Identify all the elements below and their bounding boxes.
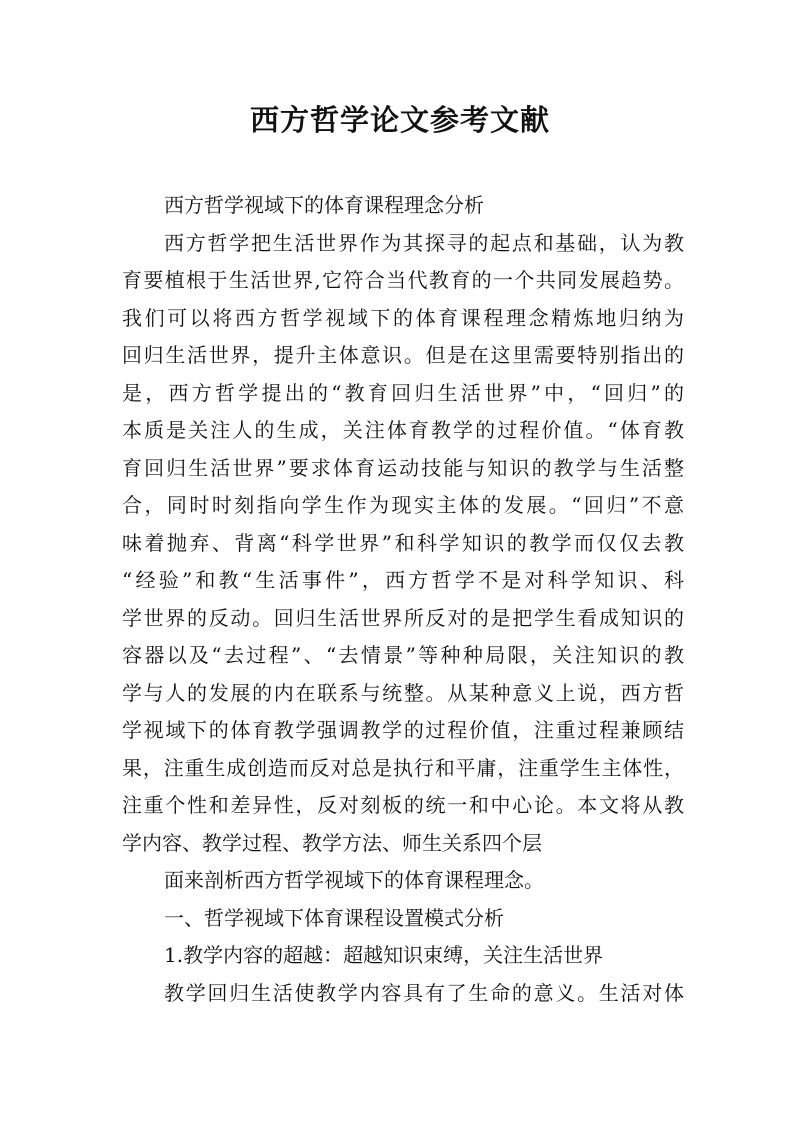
document-body [122,187,684,1012]
paragraph-line: 容器以及“去过程”、“去情景”等种种局限，关注知识的教 [122,643,684,667]
paragraph-line: 育要植根于生活世界,它符合当代教育的一个共同发展趋势。 [122,268,684,292]
paragraph-line: 本质是关注人的生成，关注体育教学的过程价值。“体育教 [122,418,684,442]
paragraph-line: 合，同时时刻指向学生作为现实主体的发展。“回归”不意 [122,493,684,517]
paragraph-line: 注重个性和差异性，反对刻板的统一和中心论。本文将从教 [122,793,684,817]
paragraph-line: 学与人的发展的内在联系与统整。从某种意义上说，西方哲 [122,680,684,705]
subsection-heading: 1.教学内容的超越：超越知识束缚，关注生活世界 [164,943,604,967]
section-heading: 一、哲学视域下体育课程设置模式分析 [164,905,504,930]
paragraph-line: 面来剖析西方哲学视域下的体育课程理念。 [164,868,544,892]
paragraph-line: 是，西方哲学提出的“教育回归生活世界”中，“回归”的 [122,380,684,405]
paragraph-line: 回归生活世界，提升主体意识。但是在这里需要特别指出的 [122,343,684,367]
paragraph-line: 学视域下的体育教学强调教学的过程价值，注重过程兼顾结 [122,718,684,742]
paragraph-line: 我们可以将西方哲学视域下的体育课程理念精炼地归纳为 [122,305,684,330]
section-subtitle: 西方哲学视域下的体育课程理念分析 [164,193,484,217]
paragraph-line: “经验”和教“生活事件”，西方哲学不是对科学知识、科 [122,568,684,592]
paragraph-line: 西方哲学把生活世界作为其探寻的起点和基础，认为教 [164,230,684,255]
paragraph-line: 教学回归生活使教学内容具有了生命的意义。生活对体 [164,980,684,1005]
paragraph-line: 学内容、教学过程、教学方法、师生关系四个层 [122,830,542,855]
paragraph-line: 学世界的反动。回归生活世界所反对的是把学生看成知识的 [122,605,684,630]
paragraph-line: 果，注重生成创造而反对总是执行和平庸，注重学生主体性， [122,755,684,780]
paragraph-line: 味着抛弃、背离“科学世界”和科学知识的教学而仅仅去教 [122,530,684,555]
document-title: 西方哲学论文参考文献 [249,103,550,137]
paragraph-line: 育回归生活世界”要求体育运动技能与知识的教学与生活整 [122,455,684,480]
